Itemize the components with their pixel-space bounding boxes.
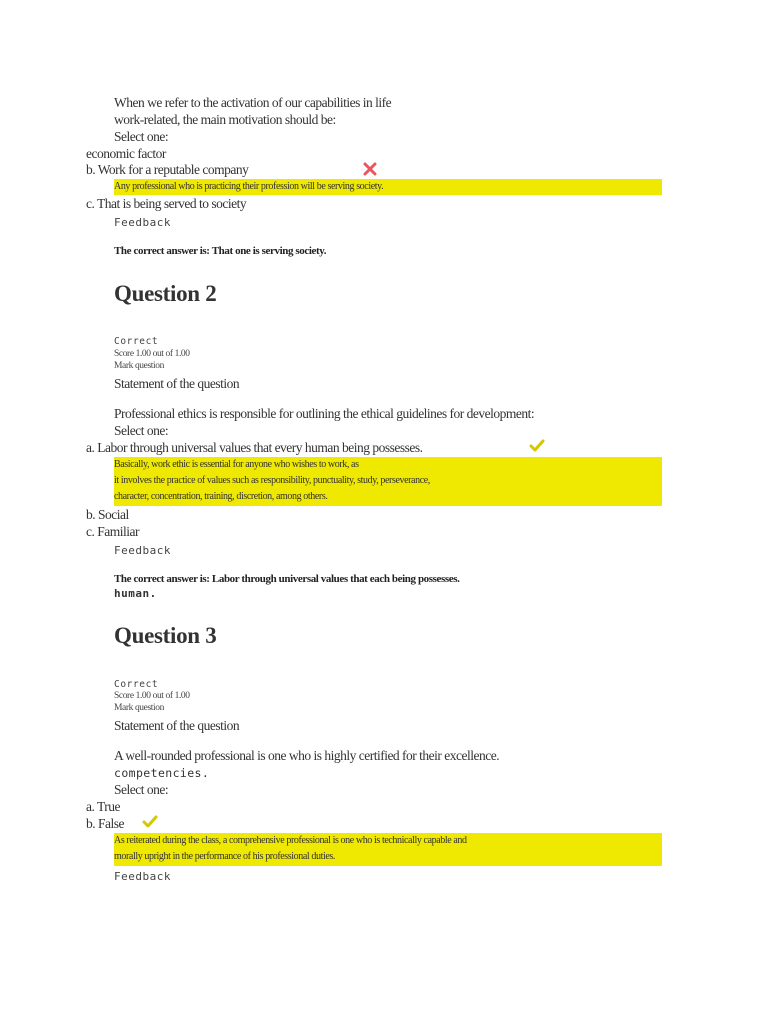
q2-select-one: Select one:: [114, 423, 169, 438]
q2-explanation-line1: Basically, work ethic is essential for anyone who wishes to work, as: [114, 459, 359, 470]
q2-option-c[interactable]: c. Familiar: [86, 524, 139, 539]
q2-correct-answer-cont: human.: [114, 587, 157, 600]
q2-mark-question[interactable]: Mark question: [114, 361, 164, 371]
q1-option-c[interactable]: c. That is being served to society: [86, 196, 247, 211]
q2-state: Correct: [114, 336, 159, 347]
q2-option-b[interactable]: b. Social: [86, 507, 129, 522]
q2-score: Score 1.00 out of 1.00: [114, 349, 190, 359]
q3-explanation-highlight: [114, 833, 662, 866]
q2-text: Professional ethics is responsible for outlining the ethical guidelines for development:: [114, 406, 535, 421]
q3-state: Correct: [114, 679, 159, 690]
q2-explanation-highlight: [114, 457, 662, 506]
q2-feedback-label: Feedback: [114, 544, 171, 557]
q3-explanation-line1: As reiterated during the class, a comprehensive professional is one who is technically capable and: [114, 835, 467, 846]
q1-feedback-label: Feedback: [114, 216, 171, 229]
q2-option-a[interactable]: a. Labor through universal values that every human being possesses.: [86, 440, 423, 455]
q3-score: Score 1.00 out of 1.00: [114, 691, 190, 701]
q3-option-b[interactable]: b. False: [86, 816, 124, 831]
q1-text-line1: When we refer to the activation of our capabilities in life: [114, 95, 392, 110]
q2-heading: Question 2: [114, 281, 217, 306]
q1-select-one: Select one:: [114, 129, 169, 144]
q1-correct-answer: The correct answer is: That one is serving society.: [114, 245, 327, 257]
q1-explanation-highlight: [114, 179, 662, 195]
x-mark-icon: [363, 162, 377, 176]
q2-correct-answer: The correct answer is: Labor through universal values that each being possesses.: [114, 573, 460, 585]
q1-option-b[interactable]: b. Work for a reputable company: [86, 162, 249, 177]
q1-text-line2: work-related, the main motivation should be:: [114, 112, 336, 127]
q1-option-a[interactable]: economic factor: [86, 146, 166, 161]
q3-heading: Question 3: [114, 623, 217, 648]
q3-explanation-line2: morally upright in the performance of his professional duties.: [114, 851, 335, 862]
q3-statement-label: Statement of the question: [114, 718, 240, 733]
q3-select-one: Select one:: [114, 782, 169, 797]
check-mark-icon: [529, 439, 545, 452]
q2-statement-label: Statement of the question: [114, 376, 240, 391]
check-mark-icon: [142, 815, 158, 828]
q3-text-line1: A well-rounded professional is one who is highly certified for their excellence.: [114, 748, 500, 763]
q2-explanation-line2: it involves the practice of values such as responsibility, punctuality, study, perseverance,: [114, 475, 430, 486]
q3-feedback-label: Feedback: [114, 870, 171, 883]
q3-text-line2: competencies.: [114, 766, 210, 780]
q2-explanation-line3: character, concentration, training, discretion, among others.: [114, 491, 328, 502]
q3-mark-question[interactable]: Mark question: [114, 703, 164, 713]
q1-explanation: Any professional who is practicing their profession will be serving society.: [114, 181, 384, 192]
q3-option-a[interactable]: a. True: [86, 799, 121, 814]
